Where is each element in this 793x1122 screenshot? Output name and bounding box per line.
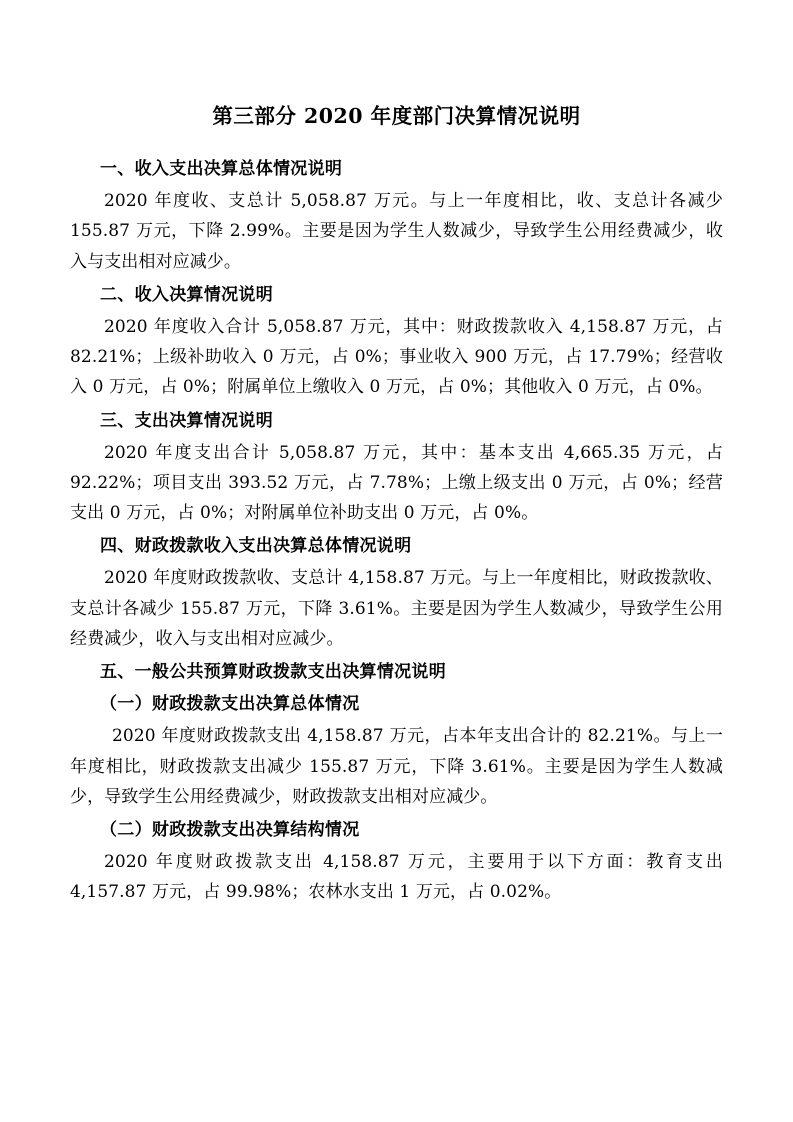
subsection-5-2-paragraph-1: 2020 年度财政拨款支出 4,158.87 万元，主要用于以下方面：教育支出 4,157.87 万元，占 99.98%；农林水支出 1 万元，占 0.02%。 [70,852,723,903]
section-2-paragraph-1: 2020 年度收入合计 5,058.87 万元，其中：财政拨款收入 4,158.87 万元，占 82.21%；上级补助收入 0 万元，占 0%；事业收入 900 万元，占 17.79%；经营收入 0 万元，占 0%；附属单位上缴收入 0 万元，占 0%；其他收入 0 万元，占 0%。 [70,316,723,398]
subsection-heading-5-2: （二）财政拨款支出决算结构情况 [100,820,360,841]
section-heading-1: 一、收入支出决算总体情况说明 [100,159,343,179]
section-3-paragraph-1: 2020 年度支出合计 5,058.87 万元，其中：基本支出 4,665.35 万元，占 92.22%；项目支出 393.52 万元，占 7.78%；上缴上级支出 0 万元，占 0%；经营支出 0 万元，占 0%；对附属单位补助支出 0 万元，占 0%。 [70,442,723,524]
subsection-heading-5-1: （一）财政拨款支出决算总体情况 [100,694,360,715]
section-heading-5: 五、一般公共预算财政拨款支出决算情况说明 [100,662,446,683]
section-heading-3: 三、支出决算情况说明 [100,410,273,431]
section-4-paragraph-1: 2020 年度财政拨款收、支总计 4,158.87 万元。与上一年度相比，财政拨款收、支总计各减少 155.87 万元，下降 3.61%。主要是因为学生人数减少，导致学生公用经费减少，收入与支出相对应减少。 [70,568,723,649]
section-heading-2: 二、收入决算情况说明 [100,284,273,305]
subsection-5-1-paragraph-1: 2020 年度财政拨款支出 4,158.87 万元，占本年支出合计的 82.21%。与上一年度相比，财政拨款支出减少 155.87 万元，下降 3.61%。主要是因为学生人数减少，导致学生公用经费减少，财政拨款支出相对应减少。 [70,726,723,807]
page-title: 第三部分 2020 年度部门决算情况说明 [212,104,581,128]
section-1-paragraph-1: 2020 年度收、支总计 5,058.87 万元。与上一年度相比，收、支总计各减少 155.87 万元，下降 2.99%。主要是因为学生人数减少，导致学生公用经费减少，收入与支出相对应减少。 [70,191,723,272]
section-heading-4: 四、财政拨款收入支出决算总体情况说明 [100,536,412,557]
